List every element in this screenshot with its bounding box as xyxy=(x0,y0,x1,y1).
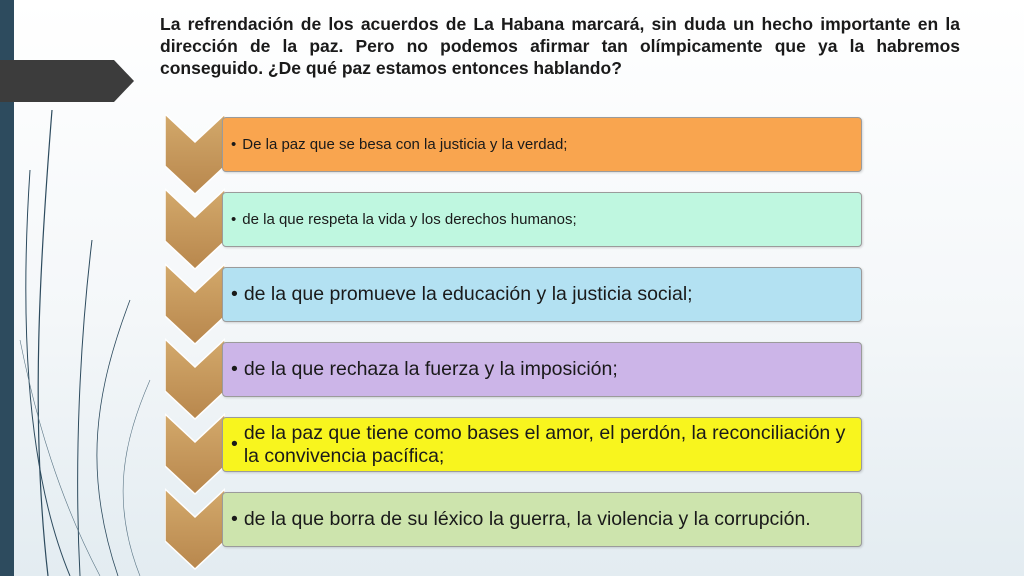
item-text-4: de la que rechaza la fuerza y la imposición; xyxy=(243,358,618,380)
item-box-6 xyxy=(222,492,862,547)
bullet: • xyxy=(231,433,238,455)
chevron-5 xyxy=(165,414,225,494)
header-tab-shape xyxy=(0,60,134,102)
item-text-1: De la paz que se besa con la justicia y la verdad; xyxy=(242,135,568,153)
chevron-4 xyxy=(165,339,225,419)
chevron-1 xyxy=(165,114,225,194)
slide-title: La refrendación de los acuerdos de La Habana marcará, sin duda un hecho importante en la dirección de la paz. Pero no podemos afirmar tan olímpicamente que ya la habremos conseguido. ¿De qué paz estamos entonces hablando? xyxy=(160,14,960,78)
item-text-6: de la que borra de su léxico la guerra, la violencia y la corrupción. xyxy=(243,508,811,530)
bullet: • xyxy=(231,358,238,380)
chevron-3 xyxy=(165,264,225,344)
bullet: • xyxy=(231,210,237,228)
item-box-1 xyxy=(222,117,862,172)
bullet: • xyxy=(231,508,238,530)
item-text-5: de la paz que tiene como bases el amor, el perdón, la reconciliación y la convivencia pacífica; xyxy=(243,421,846,467)
item-box-4 xyxy=(222,342,862,397)
chevron-6 xyxy=(165,489,225,569)
chevron-2 xyxy=(165,189,225,269)
item-box-2 xyxy=(222,192,862,247)
item-text-2: de la que respeta la vida y los derechos humanos; xyxy=(242,210,577,228)
item-box-5 xyxy=(222,417,862,472)
item-text-3: de la que promueve la educación y la justicia social; xyxy=(243,283,693,305)
item-box-3 xyxy=(222,267,862,322)
bullet: • xyxy=(231,135,237,153)
bullet: • xyxy=(231,283,238,305)
chevron-stack xyxy=(165,114,225,576)
